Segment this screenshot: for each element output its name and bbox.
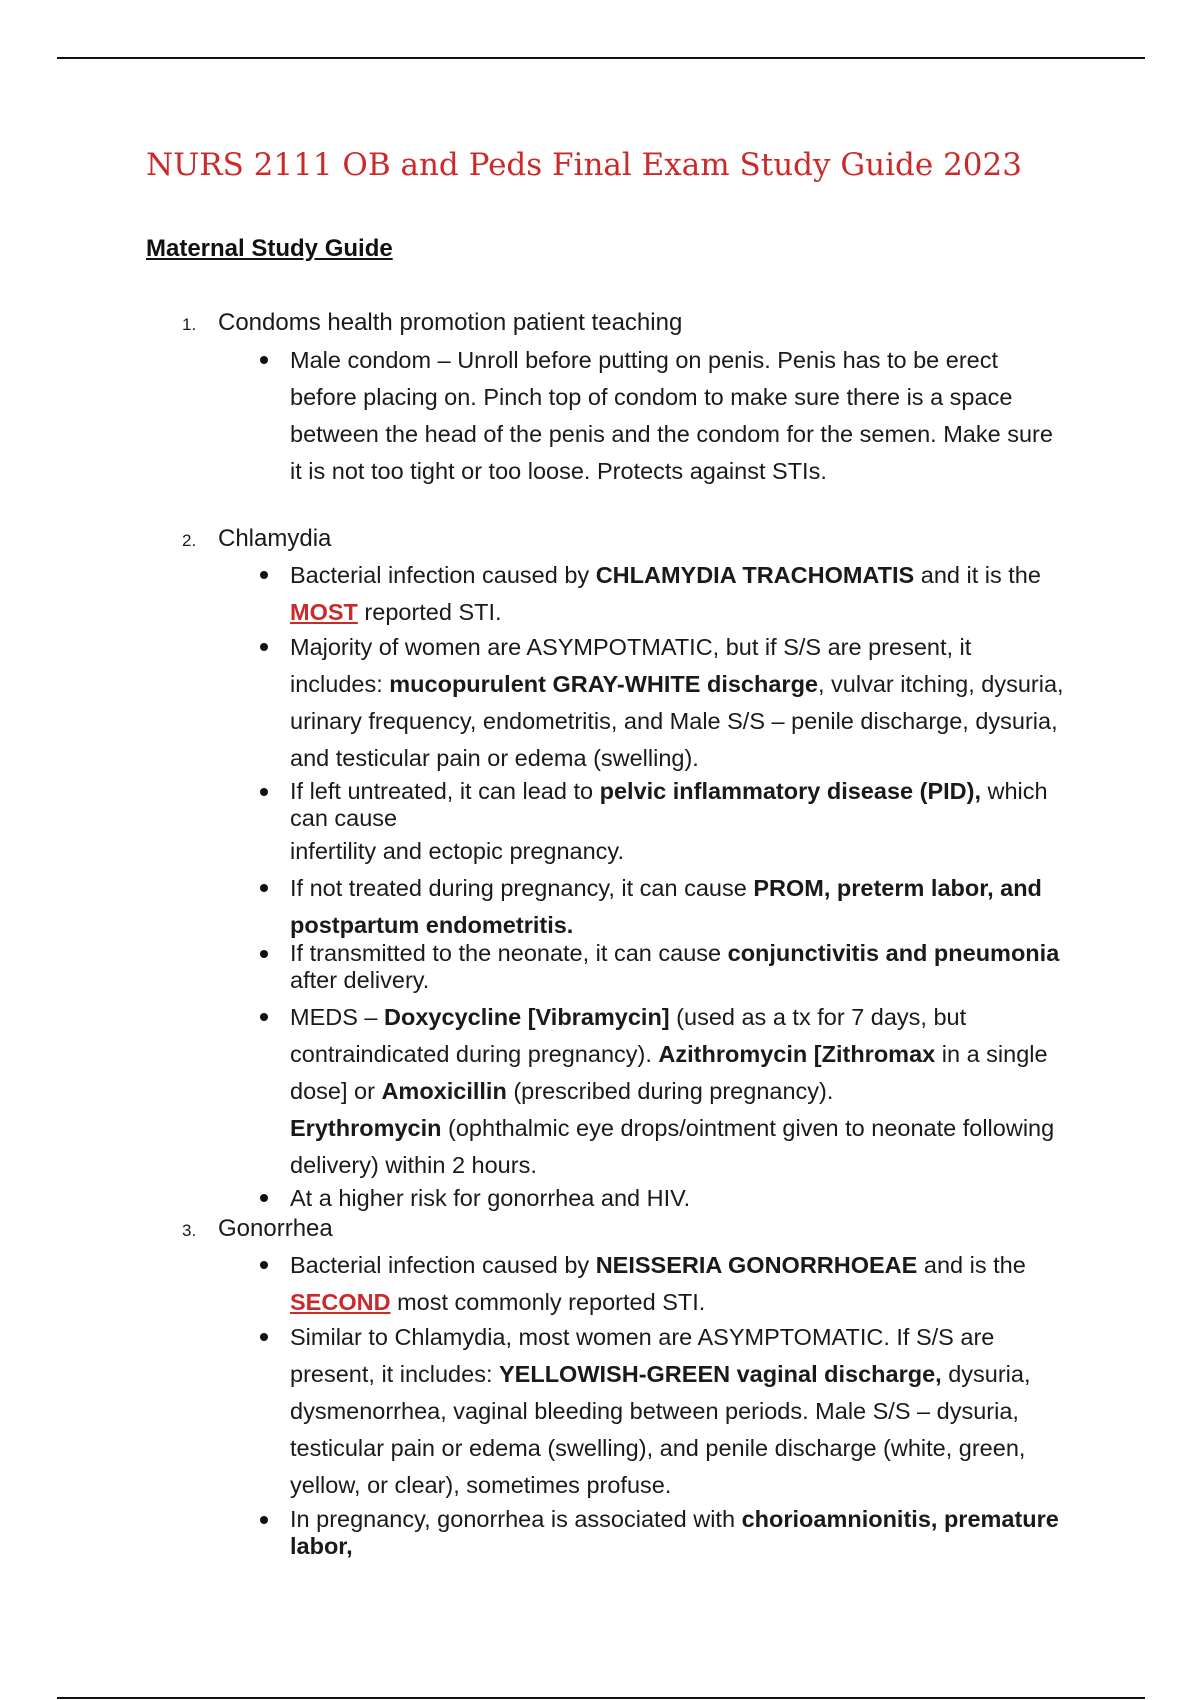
bullet-text: in a single dose] or [290, 1041, 1048, 1104]
bullet-text: If left untreated, it can lead to [290, 778, 600, 804]
item-label: Gonorrhea [218, 1215, 333, 1242]
bullet-bold: pelvic inflammatory disease (PID), [599, 778, 981, 804]
bullet-text: dysuria, dysmenorrhea, vaginal bleeding between periods. Male S/S – dysuria, testicular pain or edema (swelling), and penile discharge (white, green, yellow, or clear), sometimes profuse. [290, 1361, 1031, 1498]
bullet-text: most commonly reported STI. [390, 1289, 706, 1315]
bullet-text: MEDS – [290, 1004, 385, 1030]
bullet-text: (ophthalmic eye drops/ointment given to neonate following delivery) within 2 hours. [290, 1115, 1055, 1178]
bullet-item [290, 557, 1070, 631]
bullet-text: (used as a tx for 7 days, but contraindicated during pregnancy). [290, 1004, 967, 1067]
bullet-item [290, 1180, 1070, 1217]
bullet-dot [260, 950, 268, 958]
page-title: NURS 2111 OB and Peds Final Exam Study Guide 2023 [146, 147, 1022, 183]
highlight-second: SECOND [290, 1289, 391, 1315]
bullet-dot [260, 643, 268, 651]
bullet-text: Bacterial infection caused by [290, 1252, 596, 1278]
bullet-text: after delivery. [290, 967, 430, 993]
bullet-dot [260, 1013, 268, 1021]
bullet-bold: YELLOWISH-GREEN vaginal discharge, [499, 1361, 942, 1387]
bullet-item [290, 629, 1070, 777]
top-rule [57, 57, 1145, 59]
bullet-text: , vulvar itching, dysuria, urinary frequency, endometritis, and Male S/S – penile discharge, dysuria, and testicular pain or edema (swelling). [290, 671, 1064, 771]
bullet-item [290, 342, 1070, 490]
bullet-bold: CHLAMYDIA TRACHOMATIS [595, 562, 915, 588]
bullet-dot [260, 788, 268, 796]
bottom-rule [57, 1697, 1145, 1699]
bullet-item-continued [290, 833, 1070, 870]
highlight-most: MOST [290, 599, 358, 625]
bullet-item [290, 778, 1070, 832]
bullet-bold: conjunctivitis and pneumonia [727, 940, 1060, 966]
bullet-text: Male condom – Unroll before putting on penis. Penis has to be erect before placing on. Pinch top of condom to make sure there is a space between the head of the penis and the condom for the semen. Make sure it is not too tight or too loose. Protects against STIs. [290, 347, 1053, 484]
bullet-item [290, 940, 1070, 994]
bullet-text: and it is the [914, 562, 1041, 588]
bullet-bold: mucopurulent GRAY-WHITE discharge [389, 671, 818, 697]
section-heading: Maternal Study Guide [146, 235, 393, 262]
bullet-dot [260, 884, 268, 892]
bullet-text: which can cause [290, 778, 1048, 831]
bullet-text: In pregnancy, gonorrhea is associated with [290, 1506, 742, 1532]
bullet-dot [260, 1516, 268, 1524]
item-number: 3. [182, 1221, 197, 1240]
bullet-text: and is the [917, 1252, 1026, 1278]
item-label: Chlamydia [218, 525, 332, 552]
bullet-text: infertility and ectopic pregnancy. [290, 838, 624, 864]
bullet-item [290, 999, 1070, 1184]
bullet-bold: NEISSERIA GONORRHOEAE [595, 1252, 918, 1278]
bullet-item [290, 1247, 1070, 1321]
bullet-text: reported STI. [357, 599, 502, 625]
bullet-dot [260, 1333, 268, 1341]
bullet-text: Majority of women are ASYMPOTMATIC, but if S/S are present, it includes: [290, 634, 972, 697]
bullet-bold: Doxycycline [Vibramycin] [384, 1004, 670, 1030]
bullet-text: Similar to Chlamydia, most women are ASYMPTOMATIC. If S/S are present, it includes: [290, 1324, 995, 1387]
bullet-bold: Erythromycin [290, 1115, 442, 1141]
item-number: 1. [182, 315, 197, 334]
bullet-bold: Azithromycin [Zithromax [658, 1041, 936, 1067]
bullet-dot [260, 356, 268, 364]
bullet-text: Bacterial infection caused by [290, 562, 596, 588]
bullet-text: At a higher risk for gonorrhea and HIV. [290, 1185, 691, 1211]
bullet-text: If transmitted to the neonate, it can cause [290, 940, 728, 966]
bullet-item [290, 1506, 1070, 1560]
bullet-bold: Amoxicillin [381, 1078, 507, 1104]
bullet-text: If not treated during pregnancy, it can cause [290, 875, 754, 901]
bullet-bold: PROM, preterm labor, and postpartum endometritis. [290, 875, 1042, 938]
bullet-item [290, 870, 1070, 944]
item-number: 2. [182, 531, 197, 550]
bullet-dot [260, 571, 268, 579]
item-label: Condoms health promotion patient teaching [218, 309, 683, 336]
bullet-bold: chorioamnionitis, premature labor, [290, 1506, 1059, 1559]
bullet-item [290, 1319, 1070, 1504]
bullet-text: (prescribed during pregnancy). [506, 1078, 834, 1104]
bullet-dot [260, 1194, 268, 1202]
bullet-dot [260, 1261, 268, 1269]
